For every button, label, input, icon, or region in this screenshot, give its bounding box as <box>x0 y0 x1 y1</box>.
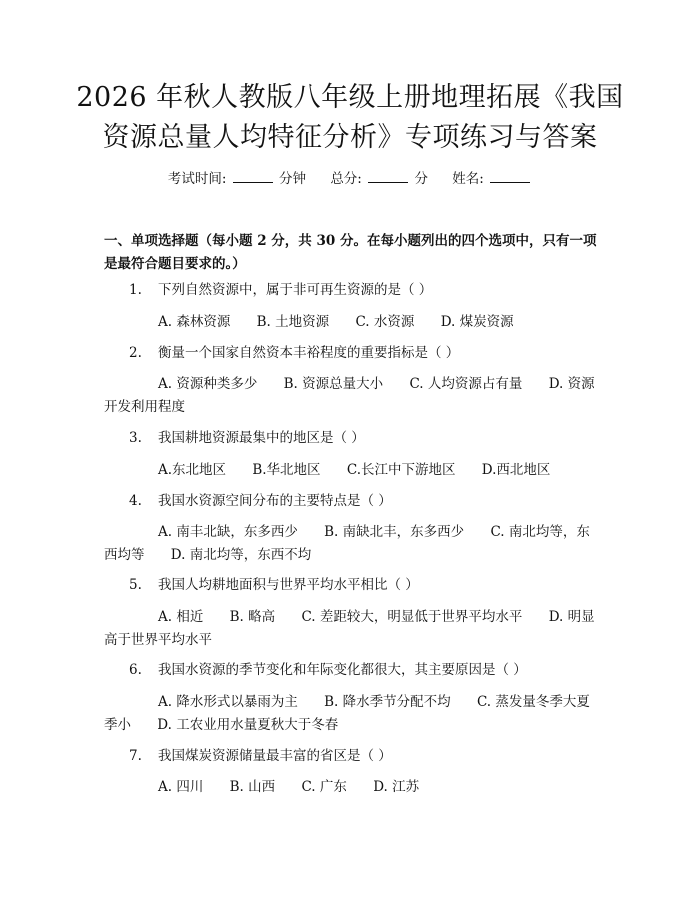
question-stem: 衡量一个国家自然资本丰裕程度的重要指标是（ ） <box>158 345 460 361</box>
title-line-2: 资源总量人均特征分析》专项练习与答案 <box>102 122 598 153</box>
option-b: B. 山西 <box>229 779 276 795</box>
option-d: D. 江苏 <box>373 779 420 795</box>
option-b: B. 略高 <box>229 609 276 625</box>
option-a: A.东北地区 <box>158 462 227 478</box>
question-2-options <box>104 373 600 419</box>
option-c: C. 人均资源占有量 <box>409 376 523 392</box>
title-line-1: 2026 年秋人教版八年级上册地理拓展《我国 <box>76 82 624 113</box>
option-c: C. 差距较大，明显低于世界平均水平 <box>301 609 523 625</box>
student-name-field <box>452 169 532 188</box>
question-number: 4. <box>129 493 142 509</box>
option-c: C. 南北均等，东西均等 <box>104 524 590 563</box>
question-stem: 我国人均耕地面积与世界平均水平相比（ ） <box>158 577 419 593</box>
question-number: 1. <box>129 282 142 298</box>
section-heading: 一、单项选择题（每小题 2 分，共 30 分。在每小题列出的四个选项中，只有一项是最符合题目要求的。） <box>104 233 597 272</box>
question-7-options <box>104 776 600 799</box>
option-b: B. 降水季节分配不均 <box>324 694 451 710</box>
question-number: 2. <box>129 345 142 361</box>
total-score-field <box>330 169 428 188</box>
option-c: C.长江中下游地区 <box>346 462 456 478</box>
option-c: C. 水资源 <box>355 314 415 330</box>
exam-time-unit: 分钟 <box>279 171 307 187</box>
question-number: 3. <box>129 430 142 446</box>
option-a: A. 森林资源 <box>158 314 231 330</box>
option-d: D.西北地区 <box>481 462 551 478</box>
student-name-label: 姓名: <box>452 171 484 187</box>
option-a: A. 南丰北缺，东多西少 <box>158 524 298 540</box>
total-score-blank <box>368 169 408 183</box>
option-b: B. 土地资源 <box>256 314 330 330</box>
option-d: D. 南北均等，东西不均 <box>170 547 312 563</box>
option-a: A. 相近 <box>158 609 204 625</box>
question-stem: 我国水资源空间分布的主要特点是（ ） <box>158 493 392 509</box>
exam-time-blank <box>233 169 273 183</box>
student-name-blank <box>490 169 530 183</box>
option-c: C. 蒸发量冬季大夏季小 <box>104 694 590 733</box>
question-number: 5. <box>129 577 142 593</box>
question-5-options <box>104 606 600 652</box>
option-d: D. 明显高于世界平均水平 <box>104 609 595 648</box>
option-d: D. 资源开发利用程度 <box>104 376 595 415</box>
option-b: B.华北地区 <box>252 462 321 478</box>
page-title <box>60 78 640 158</box>
total-score-label: 总分: <box>330 171 362 187</box>
question-6-options <box>104 691 600 737</box>
question-stem: 下列自然资源中，属于非可再生资源的是（ ） <box>158 282 433 298</box>
exam-info-bar <box>0 169 700 188</box>
question-stem: 我国水资源的季节变化和年际变化都很大，其主要原因是（ ） <box>158 662 527 678</box>
question-stem: 我国煤炭资源储量最丰富的省区是（ ） <box>158 748 392 764</box>
total-score-unit: 分 <box>414 171 428 187</box>
option-c: C. 广东 <box>301 779 347 795</box>
option-b: B. 南缺北丰，东多西少 <box>324 524 465 540</box>
exam-time-field <box>168 169 306 188</box>
option-a: A. 降水形式以暴雨为主 <box>158 694 298 710</box>
option-d: D. 煤炭资源 <box>440 314 514 330</box>
question-number: 6. <box>129 662 142 678</box>
question-1-options <box>104 311 600 334</box>
option-a: A. 四川 <box>158 779 204 795</box>
question-3-options <box>104 459 600 482</box>
question-4-options <box>104 521 600 567</box>
question-number: 7. <box>129 748 142 764</box>
option-a: A. 资源种类多少 <box>158 376 258 392</box>
exam-time-label: 考试时间: <box>167 171 227 187</box>
question-stem: 我国耕地资源最集中的地区是（ ） <box>158 430 365 446</box>
option-d: D. 工农业用水量夏秋大于冬春 <box>157 717 339 733</box>
option-b: B. 资源总量大小 <box>283 376 384 392</box>
